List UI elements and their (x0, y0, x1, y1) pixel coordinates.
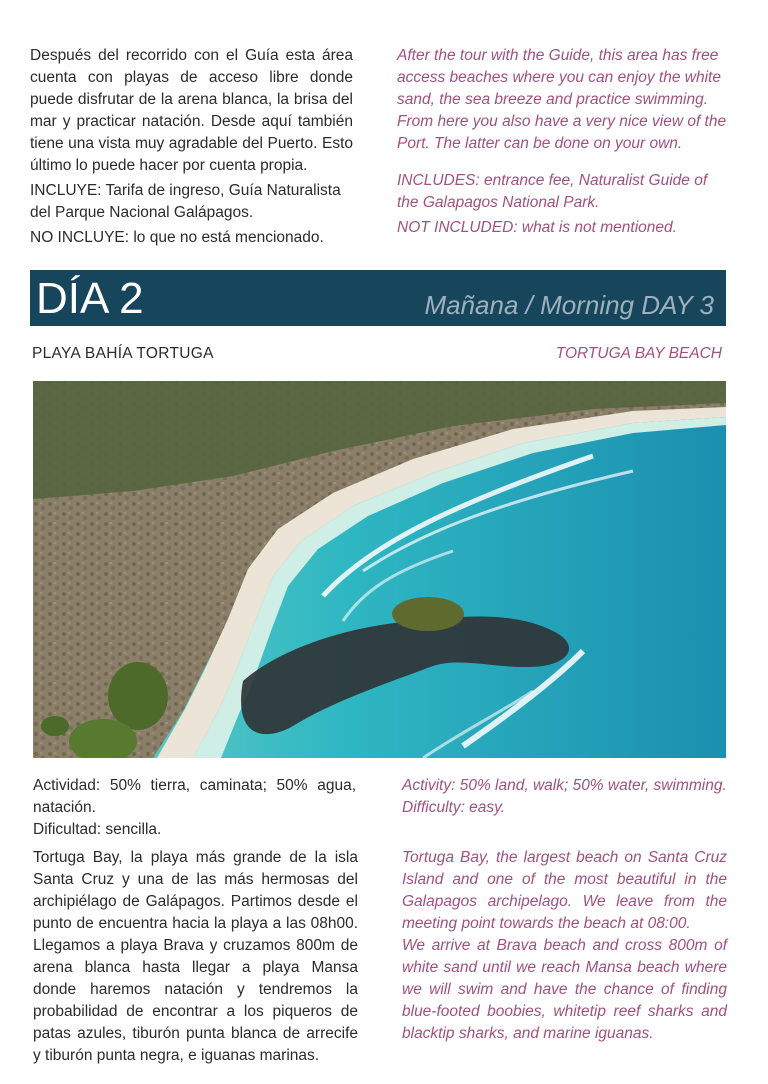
intro-en-includes: INCLUDES: entrance fee, Naturalist Guide of the Galapagos National Park. (397, 172, 708, 211)
intro-es-column (30, 45, 353, 249)
description-en-block (402, 847, 727, 1045)
place-title-en: TORTUGA BAY BEACH (555, 345, 722, 362)
activity-en: Activity: 50% land, walk; 50% water, swimming. (402, 777, 727, 794)
description-es: Tortuga Bay, la playa más grande de la isla Santa Cruz y una de las más hermosas del archipiélago de Galápagos. Partimos desde el punto de encuentra hacia la playa a las 08h00. Llegamos a playa Brava y cruzamos 800m de arena blanca hasta llegar a playa Mansa donde haremos natación y tendremos la probabilidad de encontrar a los piqueros de patas azules, tiburón punta blanca de arrecife y tiburón punta negra, e iguanas marinas. (33, 849, 358, 1064)
intro-es-includes: INCLUYE: Tarifa de ingreso, Guía Naturalista del Parque Nacional Galápagos. (30, 182, 341, 221)
day-title-en: Mañana / Morning DAY 3 (424, 290, 714, 320)
activity-es-block (33, 775, 356, 841)
difficulty-en: Difficulty: easy. (402, 799, 506, 816)
activity-en-block (402, 775, 732, 819)
tortuga-bay-aerial-photo (33, 381, 726, 758)
description-en-2: We arrive at Brava beach and cross 800m of white sand until we reach Mansa beach where we will swim and have the chance of finding blue-footed boobies, whitetip reef sharks and blacktip sharks, and marine iguanas. (402, 937, 727, 1042)
intro-en-not-included: NOT INCLUDED: what is not mentioned. (397, 219, 677, 236)
intro-en-paragraph: After the tour with the Guide, this area has free access beaches where you can enjoy the white sand, the sea breeze and practice swimming. From here you also have a very nice view of the Port. The latter can be done on your own. (397, 47, 727, 152)
difficulty-es: Dificultad: sencilla. (33, 821, 162, 838)
day-title-es: DÍA 2 (36, 274, 144, 323)
place-title-es: PLAYA BAHÍA TORTUGA (32, 345, 214, 362)
description-en-1: Tortuga Bay, the largest beach on Santa Cruz Island and one of the most beautiful in the Galapagos archipelago. We leave from the meeting point towards the beach at 08:00. (402, 849, 727, 932)
activity-es: Actividad: 50% tierra, caminata; 50% agua, natación. (33, 777, 356, 816)
intro-en-column (397, 45, 727, 239)
intro-es-not-included: NO INCLUYE: lo que no está mencionado. (30, 229, 324, 246)
intro-es-paragraph: Después del recorrido con el Guía esta área cuenta con playas de acceso libre donde puede disfrutar de la arena blanca, la brisa del mar y practicar natación. Desde aquí también tiene una vista muy agradable del Puerto. Esto último lo puede hacer por cuenta propia. (30, 47, 353, 174)
day-banner (30, 270, 726, 326)
